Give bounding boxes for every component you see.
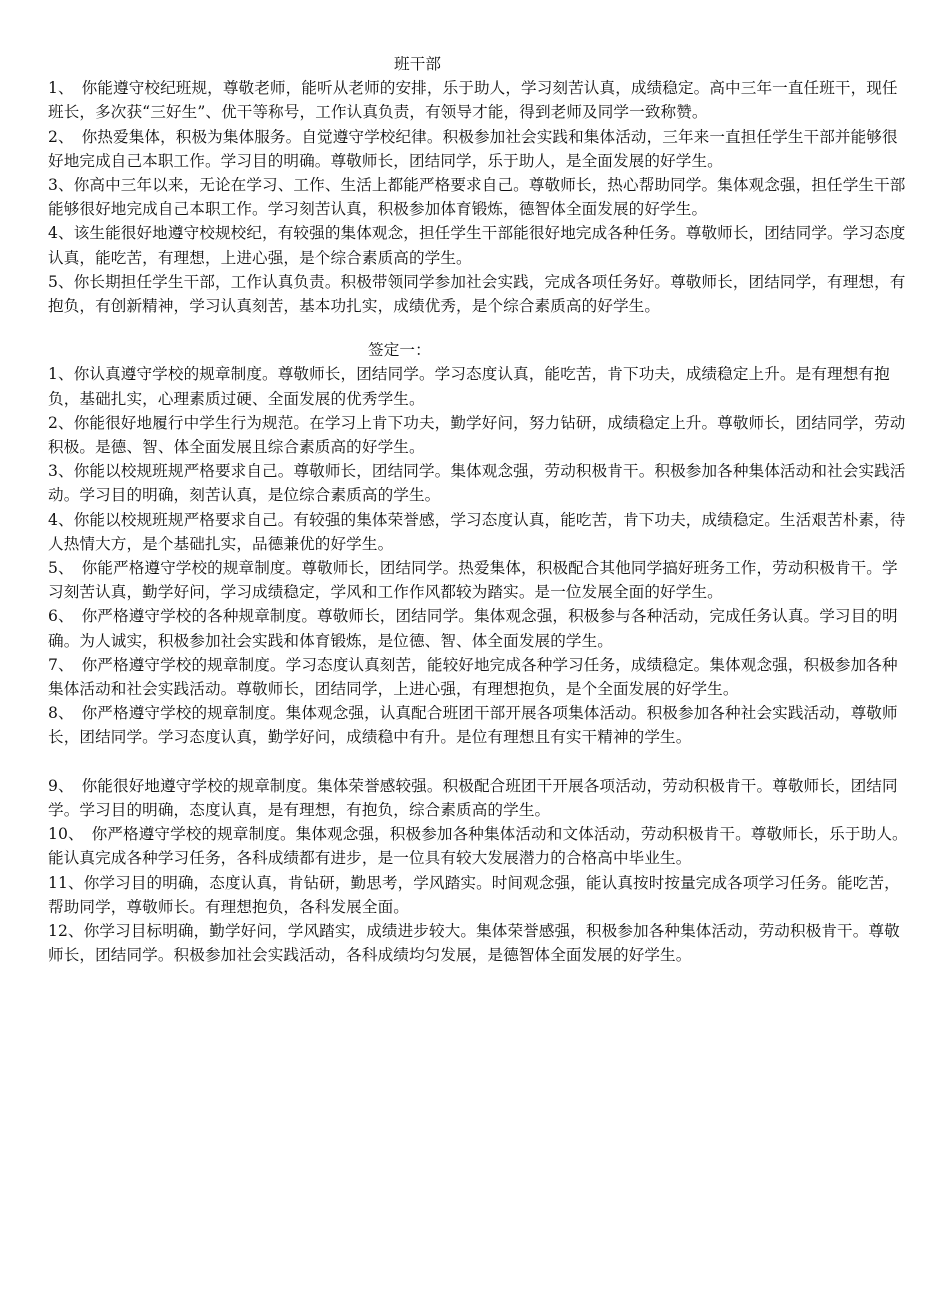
comment-item: 5、 你能严格遵守学校的规章制度。尊敬师长，团结同学。热爱集体，积极配合其他同学搞好班务工作，劳动积极肯干。学习刻苦认真，勤学好问，学习成绩稳定，学风和工作作风都较为踏实。是一位发展全面的好学生。 xyxy=(48,559,898,602)
comment-item: 2、你能很好地履行中学生行为规范。在学习上肯下功夫，勤学好问，努力钻研，成绩稳定上升。尊敬师长，团结同学，劳动积极。是德、智、体全面发展且综合素质高的好学生。 xyxy=(48,413,906,457)
comment-item: 2、 你热爱集体，积极为集体服务。自觉遵守学校纪律。积极参加社会实践和集体活动，三年来一直担任学生干部并能够很好地完成自己本职工作。学习目的明确。尊敬师长，团结同学，乐于助人，是全面发展的好学生。 xyxy=(48,127,898,170)
comment-item: 3、你能以校规班规严格要求自己。尊敬师长，团结同学。集体观念强，劳动积极肯干。积极参加各种集体活动和社会实践活动。学习目的明确，刻苦认真，是位综合素质高的学生。 xyxy=(48,462,906,505)
comment-item: 4、你能以校规班规严格要求自己。有较强的集体荣誉感，学习态度认真，能吃苦，肯下功夫，成绩稳定。生活艰苦朴素，待人热情大方，是个基础扎实，品德兼优的好学生。 xyxy=(48,510,906,553)
comment-item: 9、 你能很好地遵守学校的规章制度。集体荣誉感较强。积极配合班团干开展各项活动，劳动积极肯干。尊敬师长，团结同学。学习目的明确，态度认真，是有理想，有抱负，综合素质高的学生。 xyxy=(48,776,898,819)
document-page xyxy=(48,52,910,967)
comment-item: 8、 你严格遵守学校的规章制度。集体观念强，认真配合班团干部开展各项集体活动。积极参加各种社会实践活动，尊敬师长，团结同学。学习态度认真，勤学好问，成绩稳中有升。是位有理想且有实干精神的学生。 xyxy=(48,704,898,747)
section-title-assessment: 签定一： xyxy=(368,341,431,360)
comment-item: 6、 你严格遵守学校的各种规章制度。尊敬师长，团结同学。集体观念强，积极参与各种活动，完成任务认真。学习目的明确。为人诚实，积极参加社会实践和体育锻炼，是位德、智、体全面发展的学生。 xyxy=(48,607,898,650)
comment-item: 7、 你严格遵守学校的规章制度。学习态度认真刻苦，能较好地完成各种学习任务，成绩稳定。集体观念强，积极参加各种集体活动和社会实践活动。尊敬师长，团结同学，上进心强，有理想抱负，是个全面发展的好学生。 xyxy=(48,655,898,699)
comment-item: 10、 你严格遵守学校的规章制度。集体观念强，积极参加各种集体活动和文体活动，劳动积极肯干。尊敬师长，乐于助人。能认真完成各种学习任务，各科成绩都有进步，是一位具有较大发展潜力的合格高中毕业生。 xyxy=(48,825,908,868)
comment-item: 1、你认真遵守学校的规章制度。尊敬师长，团结同学。学习态度认真，能吃苦，肯下功夫，成绩稳定上升。是有理想有抱负，基础扎实，心理素质过硬、全面发展的优秀学生。 xyxy=(48,365,890,408)
comment-item: 5、你长期担任学生干部，工作认真负责。积极带领同学参加社会实践，完成各项任务好。尊敬师长，团结同学，有理想，有抱负，有创新精神，学习认真刻苦，基本功扎实，成绩优秀，是个综合素质高的好学生。 xyxy=(48,272,906,316)
comment-item: 3、你高中三年以来，无论在学习、工作、生活上都能严格要求自己。尊敬师长，热心帮助同学。集体观念强，担任学生干部能够很好地完成自己本职工作。学习刻苦认真，积极参加体育锻炼，德智体全面发展的好学生。 xyxy=(48,176,906,219)
comment-item: 4、该生能很好地遵守校规校纪，有较强的集体观念，担任学生干部能很好地完成各种任务。尊敬师长，团结同学。学习态度认真，能吃苦，有理想，上进心强，是个综合素质高的学生。 xyxy=(48,224,906,267)
comment-item: 12、你学习目标明确，勤学好问，学风踏实，成绩进步较大。集体荣誉感强，积极参加各种集体活动，劳动积极肯干。尊敬师长，团结同学。积极参加社会实践活动，各科成绩均匀发展，是德智体全面发展的好学生。 xyxy=(48,921,900,965)
section-title-class-cadre: 班干部 xyxy=(394,55,442,73)
comment-item: 1、 你能遵守校纪班规，尊敬老师，能听从老师的安排，乐于助人，学习刻苦认真，成绩稳定。高中三年一直任班干，现任班长，多次获“三好生”、优干等称号，工作认真负责，有领导才能，得到老师及同学一致称赞。 xyxy=(48,79,898,122)
comment-item: 11、你学习目的明确，态度认真，肯钻研，勤思考，学风踏实。时间观念强，能认真按时按量完成各项学习任务。能吃苦，帮助同学，尊敬师长。有理想抱负，各科发展全面。 xyxy=(48,873,900,916)
